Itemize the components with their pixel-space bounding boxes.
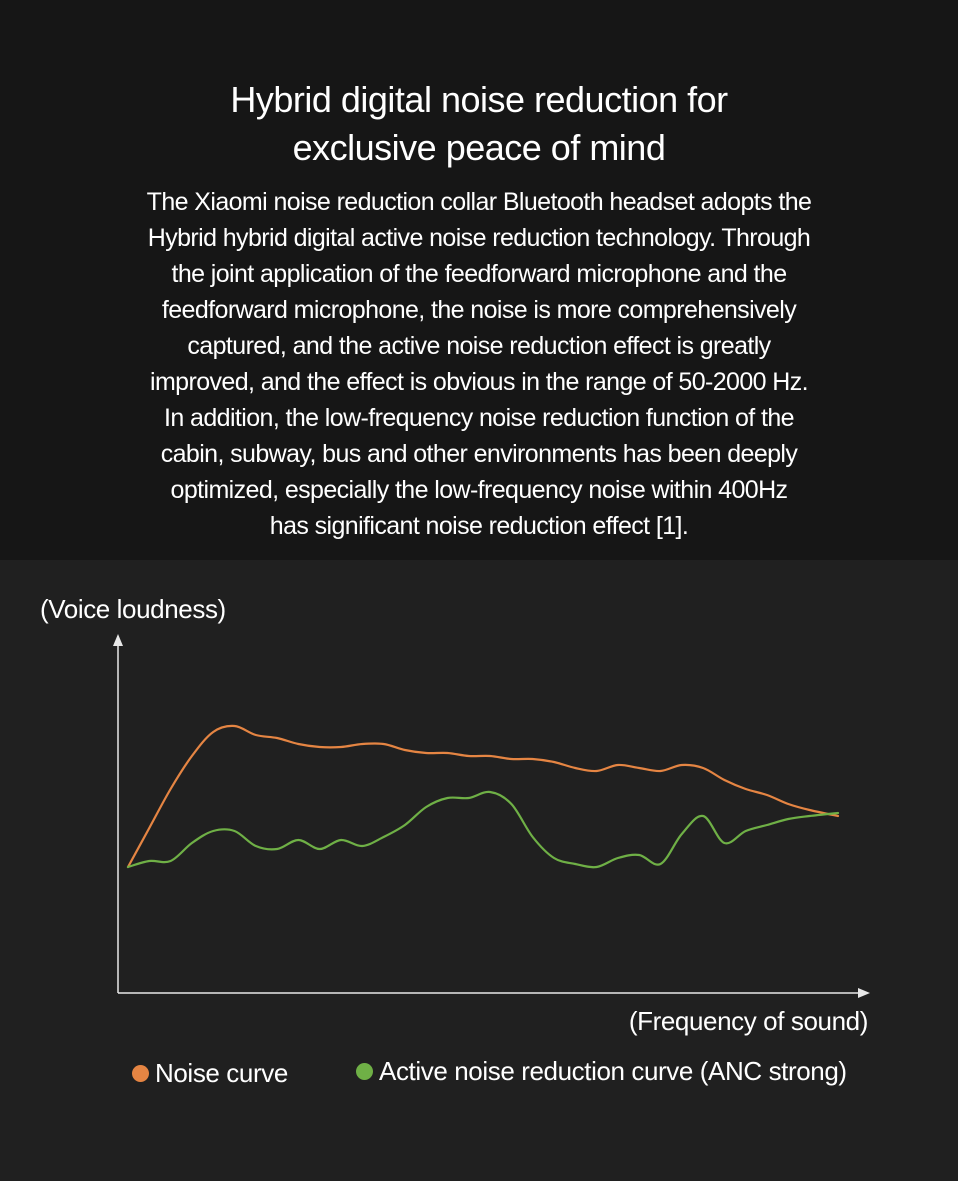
legend-dot-icon (132, 1065, 149, 1082)
description-line: In addition, the low-frequency noise reduction function of the (164, 404, 794, 432)
description-line: Hybrid hybrid digital active noise reduction technology. Through (147, 224, 811, 252)
description-line: feedforward microphone, the noise is more comprehensively (161, 296, 797, 324)
title-line: Hybrid digital noise reduction for (230, 79, 728, 120)
legend-item-noise-curve (132, 1058, 288, 1089)
description-line: optimized, especially the low-frequency noise within 400Hz (170, 476, 788, 504)
legend-item-anc-curve (356, 1056, 847, 1087)
description-line: The Xiaomi noise reduction collar Bluetooth headset adopts the (146, 188, 812, 216)
title-line: exclusive peace of mind (292, 127, 666, 168)
x-axis-arrow-icon (858, 988, 870, 998)
legend-label: Active noise reduction curve (ANC strong) (379, 1056, 847, 1086)
y-axis-arrow-icon (113, 634, 123, 646)
y-axis-label: (Voice loudness) (40, 594, 226, 624)
description-line: cabin, subway, bus and other environments has been deeply (160, 440, 798, 468)
page-title (0, 76, 958, 172)
description-line: has significant noise reduction effect [1]. (269, 512, 689, 540)
legend-dot-icon (356, 1063, 373, 1080)
series-line-noise-curve (128, 726, 838, 867)
x-axis-label: (Frequency of sound) (628, 1006, 868, 1036)
legend-label: Noise curve (155, 1058, 288, 1088)
series-line-active-noise-reduction-curve (128, 792, 838, 867)
description-line: the joint application of the feedforward microphone and the (171, 260, 787, 288)
line-chart (0, 560, 958, 1050)
description-paragraph (40, 184, 918, 544)
description-line: improved, and the effect is obvious in the range of 50-2000 Hz. (149, 368, 808, 396)
description-line: captured, and the active noise reduction effect is greatly (187, 332, 771, 360)
